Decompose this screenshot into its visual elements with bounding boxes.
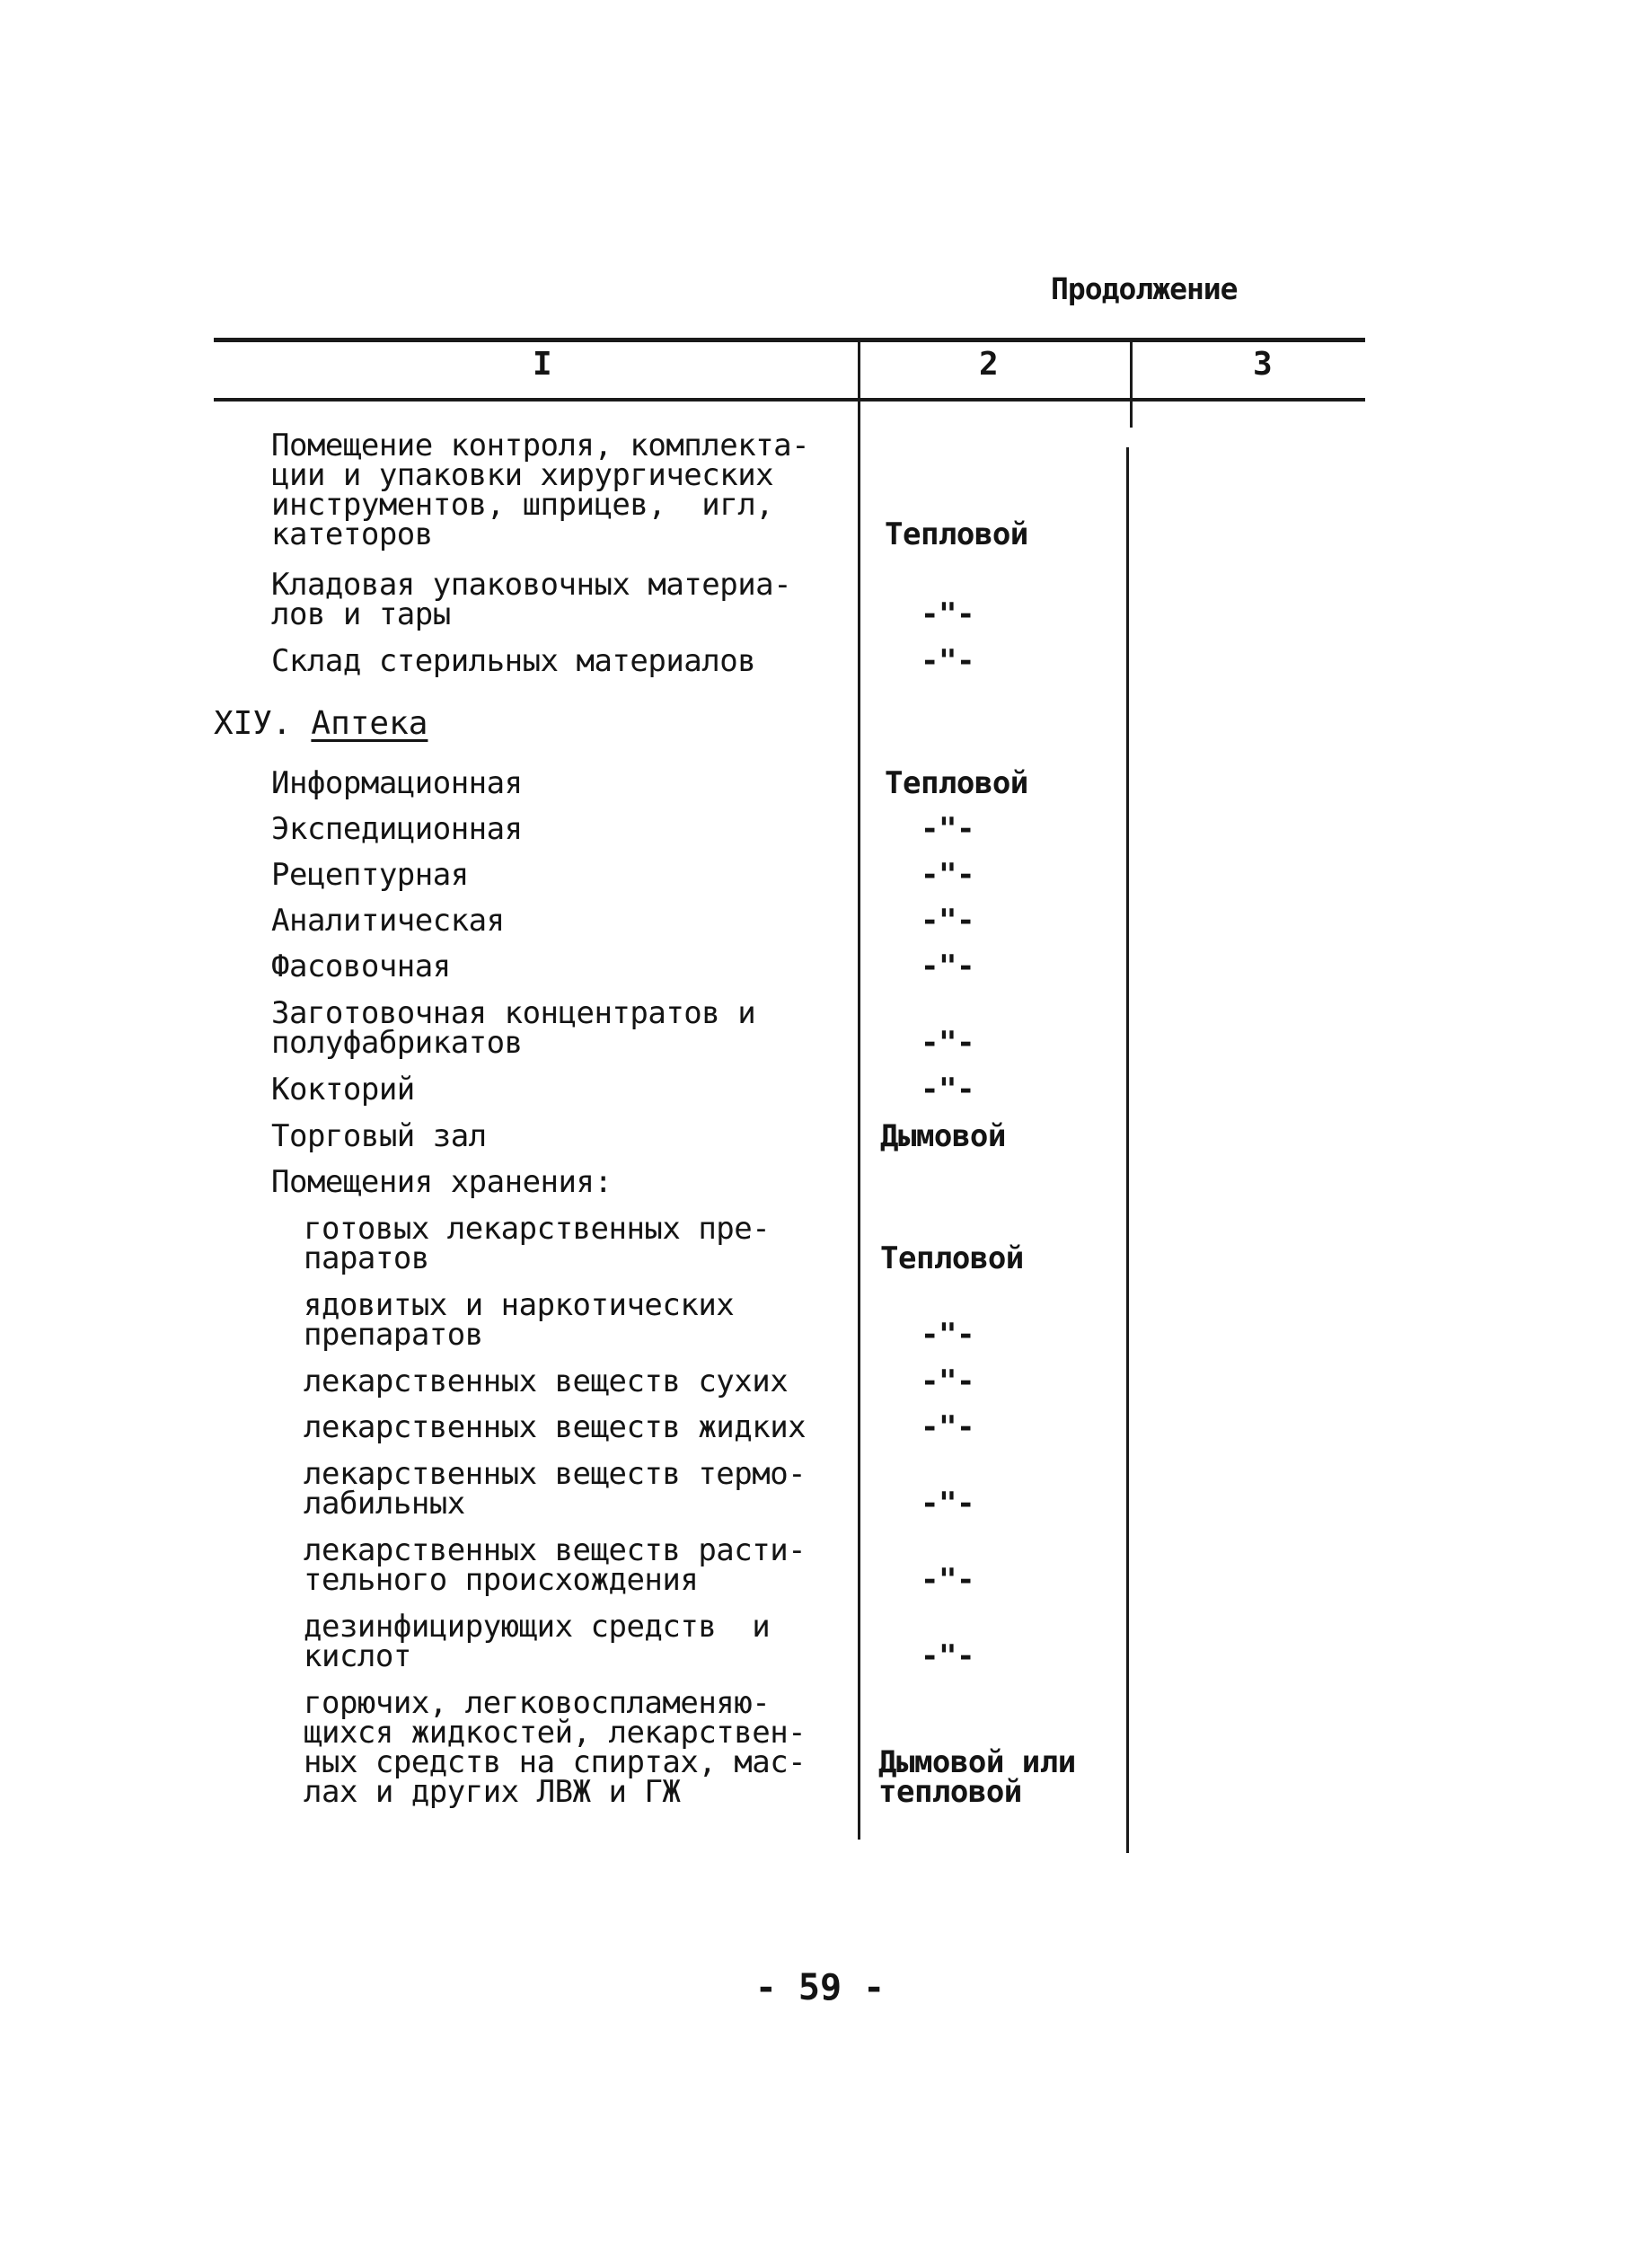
row-18-detector: -"- [921, 1486, 974, 1522]
page-number: - 59 - [754, 1967, 886, 2008]
row-20-name: дезинфицирующих средств и кислот [304, 1609, 771, 1674]
row-1-detector: Тепловой [885, 516, 1028, 552]
row-21-detector: Дымовой или тепловой [878, 1744, 1076, 1810]
row-12-name: Торговый зал [271, 1118, 487, 1154]
row-19-name: лекарственных веществ расти- тельного происхождения [304, 1532, 807, 1598]
row-10-name: Заготовочная концентратов и полуфабрикатов [271, 995, 756, 1061]
row-15-detector: -"- [921, 1317, 974, 1353]
row-2-name: Кладовая упаковочных материа- лов и тары [271, 567, 792, 632]
row-7-name: Рецептурная [271, 857, 469, 893]
row-1-name: Помещение контроля, комплекта- ции и упаковки хирургических инструментов, шприцев, игл, катеторов [271, 428, 810, 552]
header-col-1: I [533, 346, 552, 383]
header-col-2: 2 [979, 346, 999, 383]
row-12-detector: Дымовой [880, 1118, 1006, 1154]
column-divider-1 [858, 338, 860, 1840]
row-19-detector: -"- [921, 1562, 974, 1598]
row-8-detector: -"- [921, 903, 974, 939]
row-6-name: Экспедиционная [271, 811, 523, 847]
row-5-detector: Тепловой [885, 765, 1028, 801]
row-16-name: лекарственных веществ сухих [304, 1363, 789, 1399]
section-heading [214, 705, 428, 742]
row-11-name: Кокторий [271, 1072, 415, 1108]
row-14-detector: Тепловой [880, 1240, 1024, 1276]
row-20-detector: -"- [921, 1638, 974, 1674]
row-14-name: готовых лекарственных пре- паратов [304, 1211, 771, 1276]
column-divider-2-body [1126, 447, 1129, 1853]
table-top-rule [214, 338, 1365, 342]
row-9-detector: -"- [921, 949, 974, 984]
row-9-name: Фасовочная [271, 949, 451, 984]
row-16-detector: -"- [921, 1363, 974, 1399]
row-15-name: ядовитых и наркотических препаратов [304, 1287, 735, 1353]
row-2-detector: -"- [921, 596, 974, 632]
row-21-name: горючих, легковоспламеняю- щихся жидкостей, лекарствен- ных средств на спиртах, мас- лах и других ЛВЖ и ГЖ [304, 1685, 807, 1810]
section-number: XIУ. [214, 705, 292, 742]
row-11-detector: -"- [921, 1072, 974, 1108]
continuation-label: Продолжение [1051, 271, 1238, 306]
row-7-detector: -"- [921, 857, 974, 893]
column-divider-2-header [1130, 338, 1133, 428]
row-6-detector: -"- [921, 811, 974, 847]
row-18-name: лекарственных веществ термо- лабильных [304, 1456, 807, 1522]
table-header-rule [214, 398, 1365, 402]
row-3-name: Склад стерильных материалов [271, 643, 756, 679]
section-title: Аптека [311, 705, 428, 742]
row-5-name: Информационная [271, 765, 523, 801]
row-17-detector: -"- [921, 1409, 974, 1445]
header-col-3: 3 [1253, 346, 1273, 383]
row-8-name: Аналитическая [271, 903, 505, 939]
row-3-detector: -"- [921, 643, 974, 679]
row-17-name: лекарственных веществ жидких [304, 1409, 807, 1445]
row-10-detector: -"- [921, 1025, 974, 1061]
row-13-name: Помещения хранения: [271, 1164, 613, 1200]
